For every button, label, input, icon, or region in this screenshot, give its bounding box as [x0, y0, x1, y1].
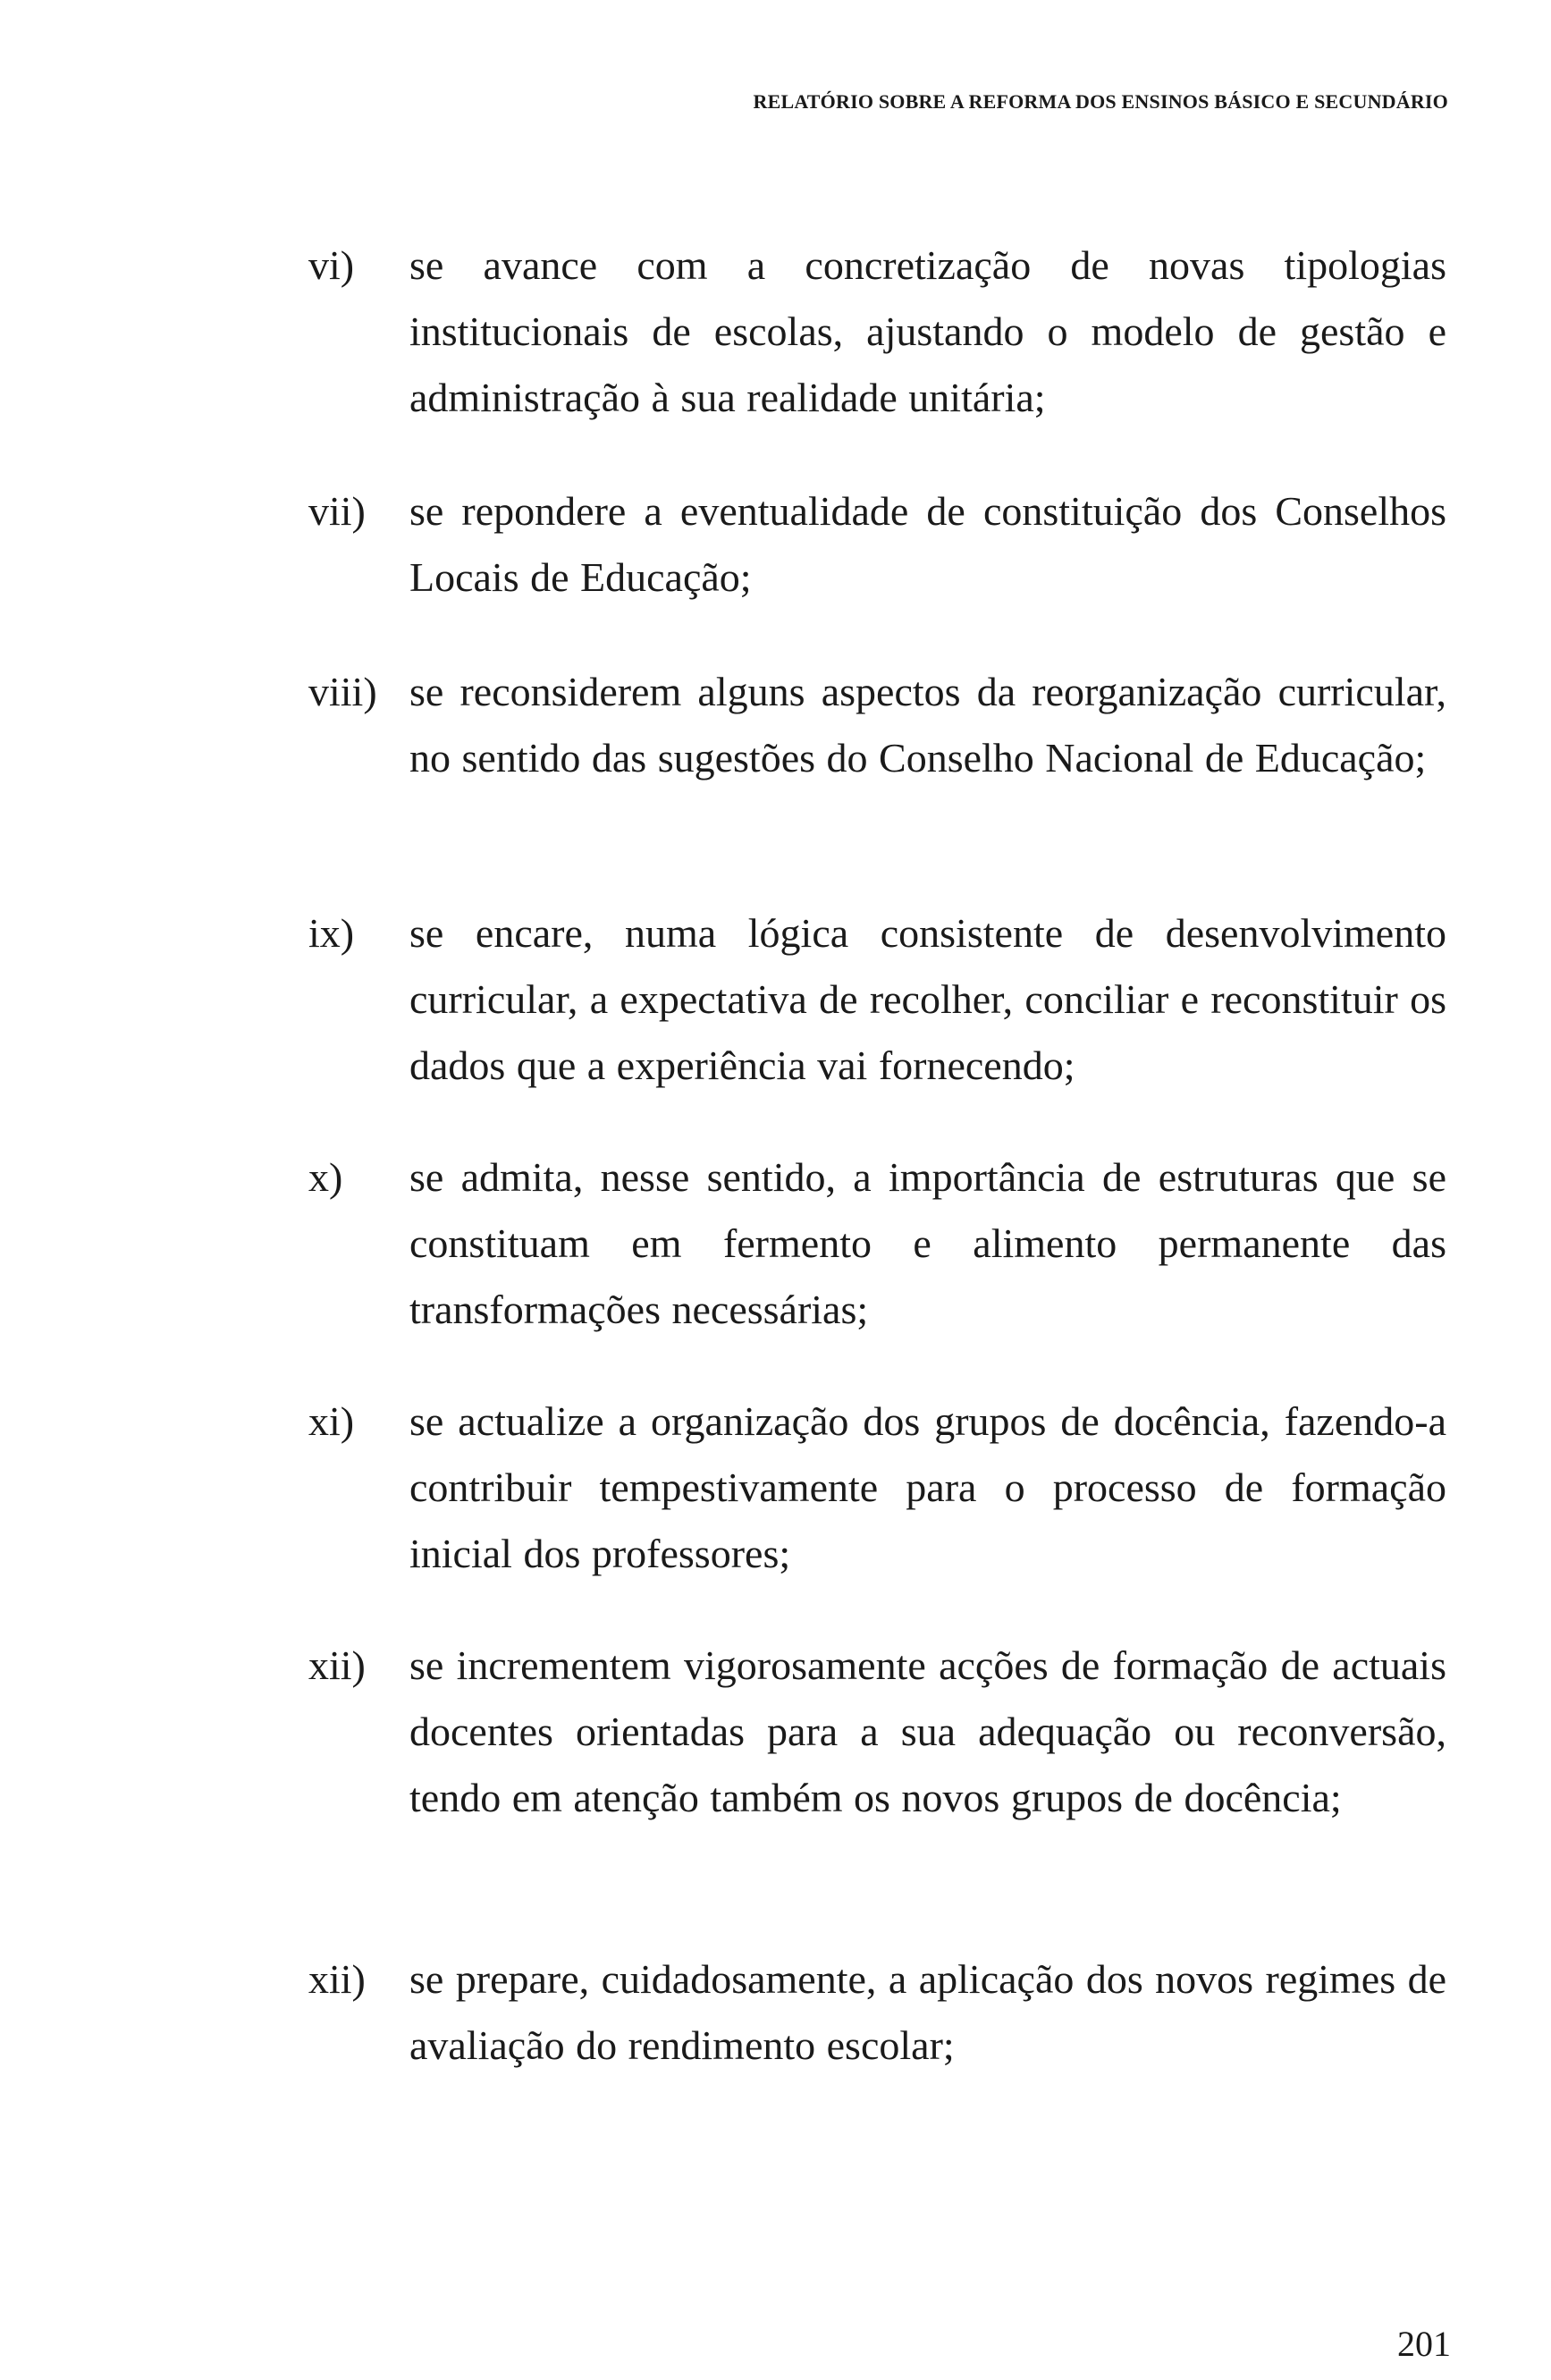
item-text: se admita, nesse sentido, a importância de estruturas que se constituam em fermento e alimento permanente das transformações necessárias;	[409, 1154, 1446, 1332]
item-number: xii)	[308, 1642, 366, 1688]
item-number: xii)	[308, 1956, 366, 2002]
item-number: xi)	[308, 1398, 355, 1444]
item-text: se avance com a concretização de novas tipologias institucionais de escolas, ajustando o modelo de gestão e administração à sua realidade unitária;	[409, 242, 1446, 420]
item-text: se encare, numa lógica consistente de desenvolvimento curricular, a expectativa de recolher, conciliar e reconstituir os dados que a experiência vai fornecendo;	[409, 910, 1446, 1088]
running-header: RELATÓRIO SOBRE A REFORMA DOS ENSINOS BÁSICO E SECUNDÁRIO	[753, 90, 1448, 113]
item-number: vii)	[308, 488, 366, 534]
item-number: vi)	[308, 242, 355, 288]
item-number: ix)	[308, 910, 355, 956]
item-number: viii)	[308, 669, 377, 714]
item-text: se reconsiderem alguns aspectos da reorganização curricular, no sentido das sugestões do Conselho Nacional de Educação;	[409, 669, 1446, 781]
item-number: x)	[308, 1154, 343, 1200]
item-text: se repondere a eventualidade de constituição dos Conselhos Locais de Educação;	[409, 488, 1446, 600]
page-number: 201	[1397, 2324, 1451, 2364]
item-text: se prepare, cuidadosamente, a aplicação dos novos regimes de avaliação do rendimento escolar;	[409, 1956, 1446, 2068]
item-text: se incrementem vigorosamente acções de formação de actuais docentes orientadas para a sua adequação ou reconversão, tendo em atenção também os novos grupos de docência;	[409, 1642, 1446, 1820]
item-text: se actualize a organização dos grupos de docência, fazendo-a contribuir tempestivamente para o processo de formação inicial dos professores;	[409, 1398, 1446, 1576]
